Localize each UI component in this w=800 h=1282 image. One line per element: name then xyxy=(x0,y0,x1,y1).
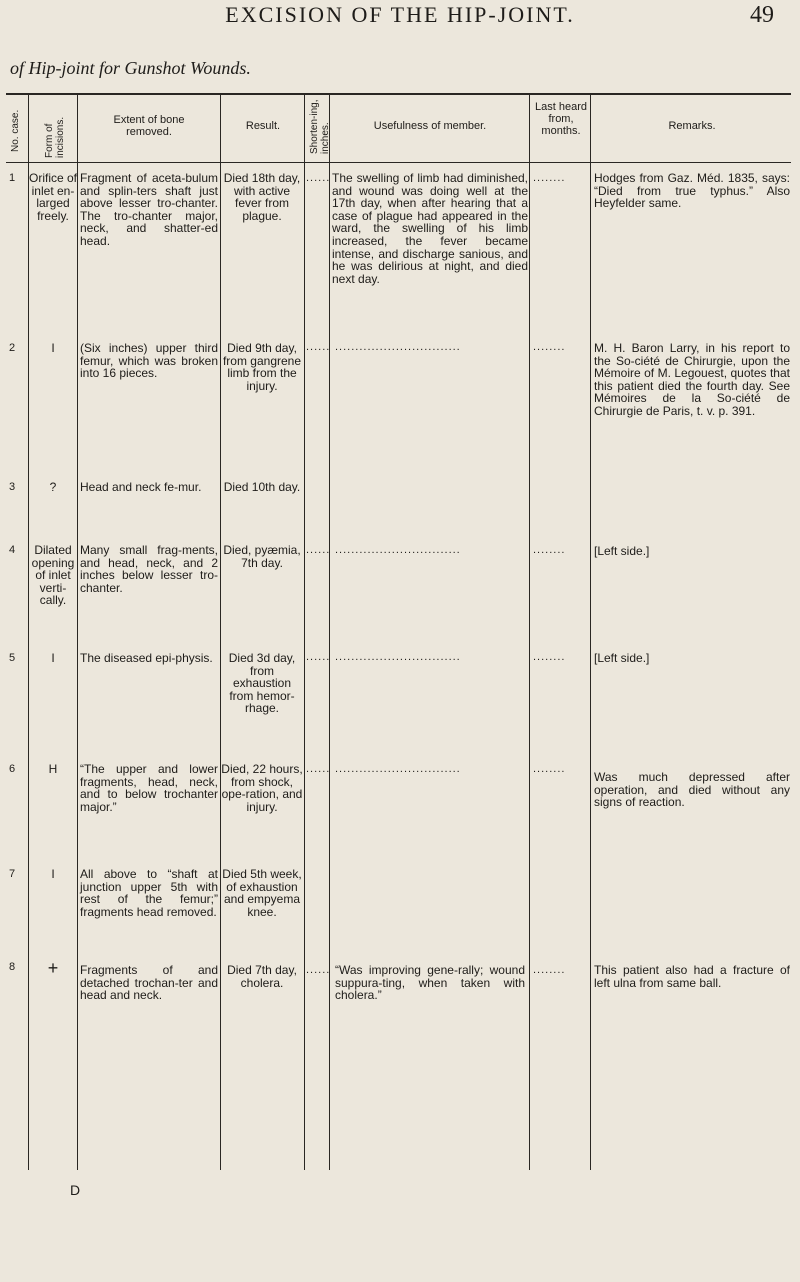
header-shortening: Shorten-ing, inches. xyxy=(309,99,331,154)
result: Died 10th day. xyxy=(223,480,301,494)
case-number: 3 xyxy=(9,481,16,493)
shortening-value: ...... xyxy=(306,172,331,184)
table-top-rule xyxy=(6,93,791,95)
usefulness-of-member: ............................... xyxy=(335,544,461,556)
column-divider xyxy=(28,95,29,1170)
header-extent: Extent of bone removed. xyxy=(113,114,185,138)
running-head: EXCISION OF THE HIP-JOINT. xyxy=(225,2,575,27)
last-heard-value: ........ xyxy=(533,651,566,663)
remarks: M. H. Baron Larry, in his report to the So-ciété de Chirurgie, upon the Mémoire of M. Legouest, quotes that this patient died the fourth day. See Mémoires de la So-ciété de Chirurgie de Paris, t. v. p. 391. xyxy=(594,341,790,418)
extent-of-bone: Many small frag-ments, and head, neck, and 2 inches below lesser tro-chanter. xyxy=(80,543,218,595)
case-number: 1 xyxy=(9,172,16,184)
usefulness-of-member: ............................... xyxy=(335,651,461,663)
column-divider xyxy=(529,95,530,1170)
column-divider xyxy=(77,95,78,1170)
header-bottom-rule xyxy=(6,162,791,163)
form-of-incision: I xyxy=(51,651,55,665)
shortening-value: ...... xyxy=(306,341,331,353)
last-heard-value: ........ xyxy=(533,964,566,976)
remarks: This patient also had a fracture of left ulna from same ball. xyxy=(594,963,790,990)
result: Died, 22 hours, from shock, ope-ration, and injury. xyxy=(221,762,303,814)
case-number: 6 xyxy=(9,763,16,775)
form-of-incision: + xyxy=(47,958,59,978)
usefulness-of-member: ............................... xyxy=(335,341,461,353)
result: Died, pyæmia, 7th day. xyxy=(223,543,301,570)
column-divider xyxy=(329,95,330,1170)
shortening-value: ...... xyxy=(306,651,331,663)
form-of-incision: ? xyxy=(49,480,57,494)
result: Died 9th day, from gangrene limb from the injury. xyxy=(222,341,302,393)
column-divider xyxy=(304,95,305,1170)
result: Died 3d day, from exhaustion from hemor-rhage. xyxy=(228,651,296,716)
form-of-incision: Dilated opening of inlet verti-cally. xyxy=(31,543,75,608)
last-heard-value: ........ xyxy=(533,341,566,353)
last-heard-value: ........ xyxy=(533,544,566,556)
case-number: 2 xyxy=(9,342,16,354)
case-number: 5 xyxy=(9,652,16,664)
column-divider xyxy=(220,95,221,1170)
header-remarks: Remarks. xyxy=(668,120,716,132)
remarks: Hodges from Gaz. Méd. 1835, says: “Died from true typhus.” Also Heyfelder same. xyxy=(594,171,790,211)
result: Died 18th day, with active fever from plague. xyxy=(223,171,301,223)
usefulness-of-member: ............................... xyxy=(335,763,461,775)
table-subtitle: of Hip-joint for Gunshot Wounds. xyxy=(10,58,251,78)
extent-of-bone: Head and neck fe-mur. xyxy=(80,480,202,494)
case-number: 4 xyxy=(9,544,16,556)
result: Died 5th week, of exhaustion and empyema knee. xyxy=(222,867,302,919)
signature-mark: D xyxy=(70,1182,81,1198)
header-last-heard: Last heard from, months. xyxy=(535,101,587,137)
form-of-incision: I xyxy=(51,867,55,881)
header-form-incisions: Form of incisions. xyxy=(44,116,66,158)
page-number: 49 xyxy=(750,2,774,28)
extent-of-bone: The diseased epi-physis. xyxy=(80,651,213,665)
extent-of-bone: All above to “shaft at junction upper 5th with rest of the femur;” fragments head removed. xyxy=(80,867,218,919)
form-of-incision: Orifice of inlet en-larged freely. xyxy=(29,171,78,223)
remarks: [Left side.] xyxy=(594,544,650,558)
header-no-case: No. case. xyxy=(10,109,21,152)
result: Died 7th day, cholera. xyxy=(227,963,297,990)
shortening-value: ...... xyxy=(306,544,331,556)
remarks: [Left side.] xyxy=(594,651,650,665)
case-number: 7 xyxy=(9,868,16,880)
header-result: Result. xyxy=(245,120,281,132)
shortening-value: ...... xyxy=(306,964,331,976)
extent-of-bone: Fragment of aceta-bulum and splin-ters shaft just above lesser tro-chanter. The tro-chanter major, neck, and shatter-ed head. xyxy=(80,171,218,248)
last-heard-value: ........ xyxy=(533,763,566,775)
extent-of-bone: “The upper and lower fragments, head, neck, and to below trochanter major.” xyxy=(80,762,218,814)
header-usefulness: Usefulness of member. xyxy=(373,120,487,132)
remarks: Was much depressed after operation, and died without any signs of reaction. xyxy=(594,770,790,810)
shortening-value: ...... xyxy=(306,763,331,775)
usefulness-of-member: The swelling of limb had diminished, and wound was doing well at the 17th day, when after hearing that a case of plague had appeared in the ward, the swelling of his limb increased, the fever became intense, and discharge sanious, and he was delirious at night, and died next day. xyxy=(332,171,528,286)
column-divider xyxy=(590,95,591,1170)
usefulness-of-member: “Was improving gene-rally; wound suppura-ting, when taken with cholera.” xyxy=(335,963,525,1003)
extent-of-bone: Fragments of and detached trochan-ter and head and neck. xyxy=(80,963,218,1003)
form-of-incision: H xyxy=(48,762,58,776)
extent-of-bone: (Six inches) upper third femur, which was broken into 16 pieces. xyxy=(80,341,218,381)
case-number: 8 xyxy=(9,961,16,973)
last-heard-value: ........ xyxy=(533,172,566,184)
form-of-incision: I xyxy=(51,341,55,355)
